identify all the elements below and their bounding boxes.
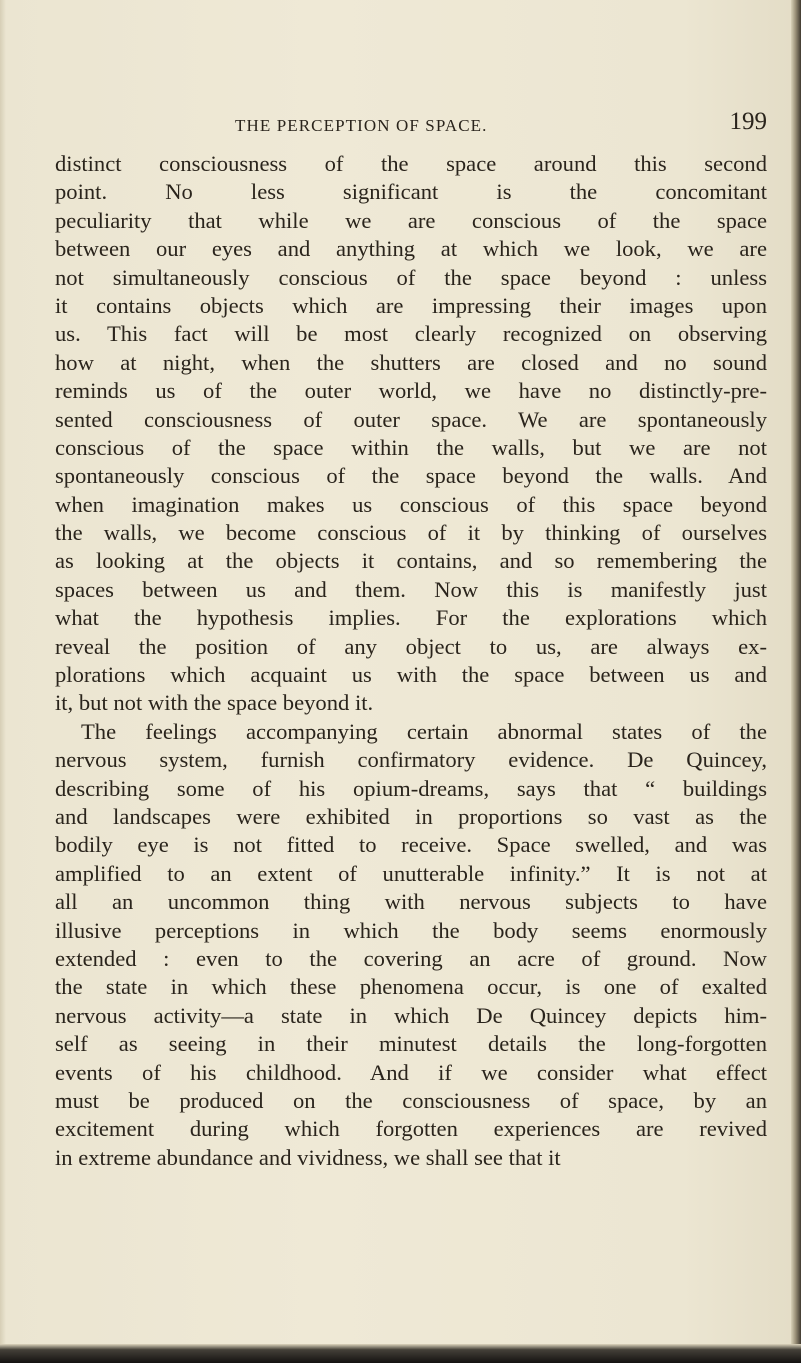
text-line: point. No less significant is the concomitant [55, 179, 767, 205]
text-line: spontaneously conscious of the space beyond the walls. And [55, 463, 767, 489]
text-line: nervous system, furnish confirmatory evidence. De Quincey, [55, 747, 767, 773]
text-line: reveal the position of any object to us, are always ex- [55, 633, 767, 659]
text-line: the walls, we become conscious of it by thinking of ourselves [55, 520, 767, 546]
text-line: it contains objects which are impressing their images upon [55, 292, 767, 318]
text-line: excitement during which forgotten experiences are revived [55, 1116, 767, 1142]
text-line: must be produced on the consciousness of space, by an [55, 1087, 767, 1113]
text-line: all an uncommon thing with nervous subjects to have [55, 889, 767, 915]
text-line: amplified to an extent of unutterable infinity.” It is not at [55, 860, 767, 886]
text-line: between our eyes and anything at which we look, we are [55, 236, 767, 262]
text-line: when imagination makes us conscious of this space beyond [55, 491, 767, 517]
text-line: bodily eye is not fitted to receive. Space swelled, and was [55, 832, 767, 858]
page-number: 199 [729, 108, 767, 135]
text-line: distinct consciousness of the space around this second [55, 151, 767, 176]
text-line: describing some of his opium-dreams, says that “ buildings [55, 775, 767, 801]
text-line: not simultaneously conscious of the space beyond : unless [55, 264, 767, 290]
text-line: and landscapes were exhibited in proportions so vast as the [55, 803, 767, 829]
text-line: how at night, when the shutters are closed and no sound [55, 349, 767, 375]
page-right-edge-shadow [791, 0, 801, 1363]
text-line: spaces between us and them. Now this is manifestly just [55, 576, 767, 602]
text-line: The feelings accompanying certain abnormal states of the [81, 718, 767, 744]
text-line: nervous activity—a state in which De Quincey depicts him- [55, 1002, 767, 1028]
text-line: what the hypothesis implies. For the explorations which [55, 605, 767, 631]
page-left-edge [0, 0, 6, 1363]
text-line: events of his childhood. And if we consider what effect [55, 1059, 767, 1085]
body-text [55, 150, 767, 1172]
text-line: peculiarity that while we are conscious of the space [55, 207, 767, 233]
text-line: in extreme abundance and vividness, we shall see that it [55, 1144, 561, 1170]
paragraph [55, 718, 767, 1172]
text-line: us. This fact will be most clearly recognized on observing [55, 321, 767, 347]
text-line: illusive perceptions in which the body seems enormously [55, 917, 767, 943]
text-line: plorations which acquaint us with the space between us and [55, 662, 767, 688]
text-line: sented consciousness of outer space. We are spontaneously [55, 406, 767, 432]
paragraph [55, 150, 767, 718]
text-line: reminds us of the outer world, we have no distinctly-pre- [55, 378, 767, 404]
page-bottom-shadow [0, 1344, 801, 1363]
text-line: as looking at the objects it contains, and so remembering the [55, 548, 767, 574]
text-line: extended : even to the covering an acre of ground. Now [55, 945, 767, 971]
text-line: it, but not with the space beyond it. [55, 690, 374, 716]
running-head: THE PERCEPTION OF SPACE. [235, 116, 488, 135]
page-header [55, 104, 767, 134]
text-line: self as seeing in their minutest details the long-forgotten [55, 1031, 767, 1057]
text-line: the state in which these phenomena occur, is one of exalted [55, 974, 767, 1000]
text-line: conscious of the space within the walls, but we are not [55, 434, 767, 460]
